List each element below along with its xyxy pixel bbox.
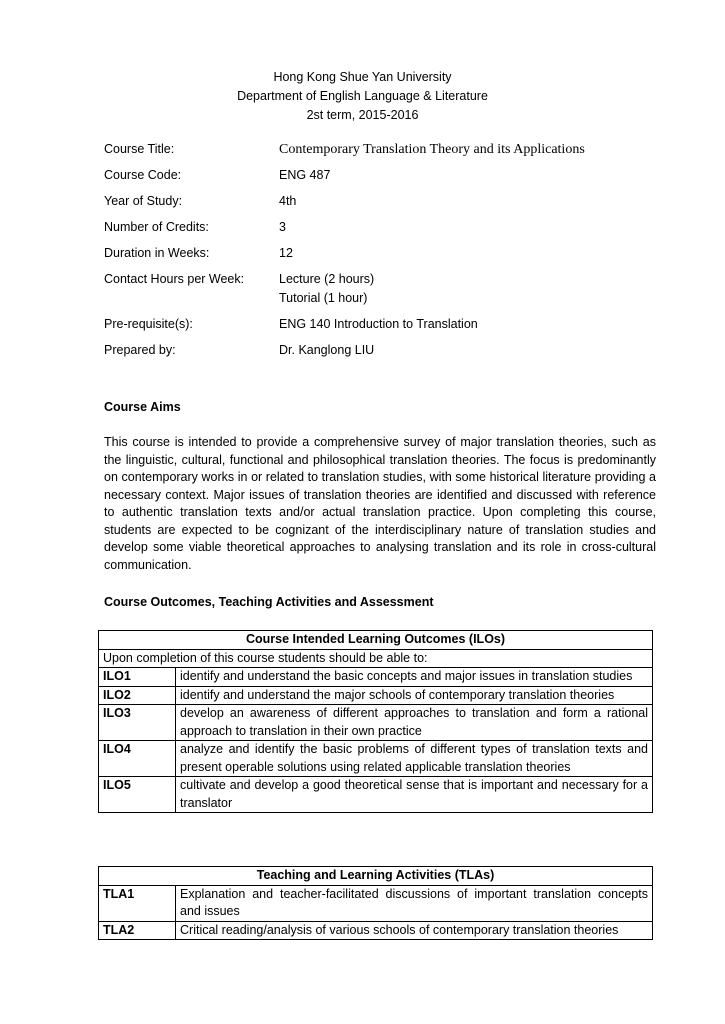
ilo-text: identify and understand the major schools of contemporary translation theories: [176, 686, 653, 705]
info-row-credits: [104, 218, 664, 237]
table-row: [99, 921, 653, 940]
prepared-by-value: Dr. Kanglong LIU: [279, 343, 375, 357]
term: 2st term, 2015-2016: [306, 108, 419, 122]
table-header-row: [99, 867, 653, 886]
ilo-id: ILO3: [99, 705, 176, 741]
ilo-id: ILO4: [99, 741, 176, 777]
info-row-hours: [104, 270, 664, 308]
info-label: Course Code:: [104, 168, 182, 182]
tla-table: [98, 866, 653, 940]
info-label: Course Title:: [104, 142, 175, 156]
info-row-prepared: [104, 341, 664, 360]
info-label: Prepared by:: [104, 343, 176, 357]
info-row-prereq: [104, 315, 664, 334]
course-code-value: ENG 487: [279, 168, 331, 182]
info-row-title: [104, 140, 664, 159]
outcomes-heading: Course Outcomes, Teaching Activities and Assessment: [104, 595, 434, 609]
credits-value: 3: [279, 220, 286, 234]
info-label: Contact Hours per Week:: [104, 272, 245, 286]
info-label: Pre-requisite(s):: [104, 317, 193, 331]
department-name: Department of English Language & Literature: [237, 89, 488, 103]
ilo-text: develop an awareness of different approaches to translation and form a rational approach to translation in their own practice: [176, 705, 653, 741]
tla-text: Critical reading/analysis of various schools of contemporary translation theories: [176, 921, 653, 940]
table-row: [99, 705, 653, 741]
course-aims-heading: Course Aims: [104, 400, 181, 414]
course-info: [104, 140, 664, 367]
table-intro-row: [99, 649, 653, 668]
tla-id: TLA1: [99, 885, 176, 921]
table-row: [99, 885, 653, 921]
tutorial-hours: Tutorial (1 hour): [279, 291, 368, 305]
info-row-duration: [104, 244, 664, 263]
ilo-intro: Upon completion of this course students should be able to:: [99, 649, 653, 668]
ilo-id: ILO1: [99, 668, 176, 687]
tla-text: Explanation and teacher-facilitated discussions of important translation concepts and issues: [176, 885, 653, 921]
lecture-hours: Lecture (2 hours): [279, 272, 375, 286]
document-header: [0, 68, 725, 125]
info-row-code: [104, 166, 664, 185]
duration-value: 12: [279, 246, 293, 260]
table-row: [99, 777, 653, 813]
ilo-table-title: Course Intended Learning Outcomes (ILOs): [99, 631, 653, 650]
info-label: Duration in Weeks:: [104, 246, 210, 260]
info-label: Year of Study:: [104, 194, 183, 208]
ilo-text: cultivate and develop a good theoretical sense that is important and necessary for a translator: [176, 777, 653, 813]
contact-hours-value: [279, 270, 664, 308]
info-row-year: [104, 192, 664, 211]
table-header-row: [99, 631, 653, 650]
ilo-text: identify and understand the basic concepts and major issues in translation studies: [176, 668, 653, 687]
table-row: [99, 668, 653, 687]
course-aims-text: This course is intended to provide a comprehensive survey of major translation theories, such as the linguistic, cultural, functional and philosophical translation theories. The focus is predominantly on contemporary works in or related to translation studies, with some historical literature providing a necessary context. Major issues of translation theories are identified and discussed with reference to authentic translation texts and/or actual translation practice. Upon completing this course, students are expected to be cognizant of the interdisciplinary nature of translation studies and develop some viable theoretical approaches to analysing translation and its role in cross-cultural communication.: [104, 435, 656, 572]
info-label: Number of Credits:: [104, 220, 209, 234]
ilo-table: [98, 630, 653, 813]
table-row: [99, 741, 653, 777]
course-title-value: Contemporary Translation Theory and its Applications: [279, 142, 585, 157]
ilo-id: ILO5: [99, 777, 176, 813]
prerequisite-value: ENG 140 Introduction to Translation: [279, 317, 478, 331]
ilo-text: analyze and identify the basic problems of different types of translation texts and present operable solutions using related applicable translation theories: [176, 741, 653, 777]
ilo-id: ILO2: [99, 686, 176, 705]
university-name: Hong Kong Shue Yan University: [273, 70, 452, 84]
table-row: [99, 686, 653, 705]
tla-id: TLA2: [99, 921, 176, 940]
tla-table-title: Teaching and Learning Activities (TLAs): [99, 867, 653, 886]
year-value: 4th: [279, 194, 297, 208]
